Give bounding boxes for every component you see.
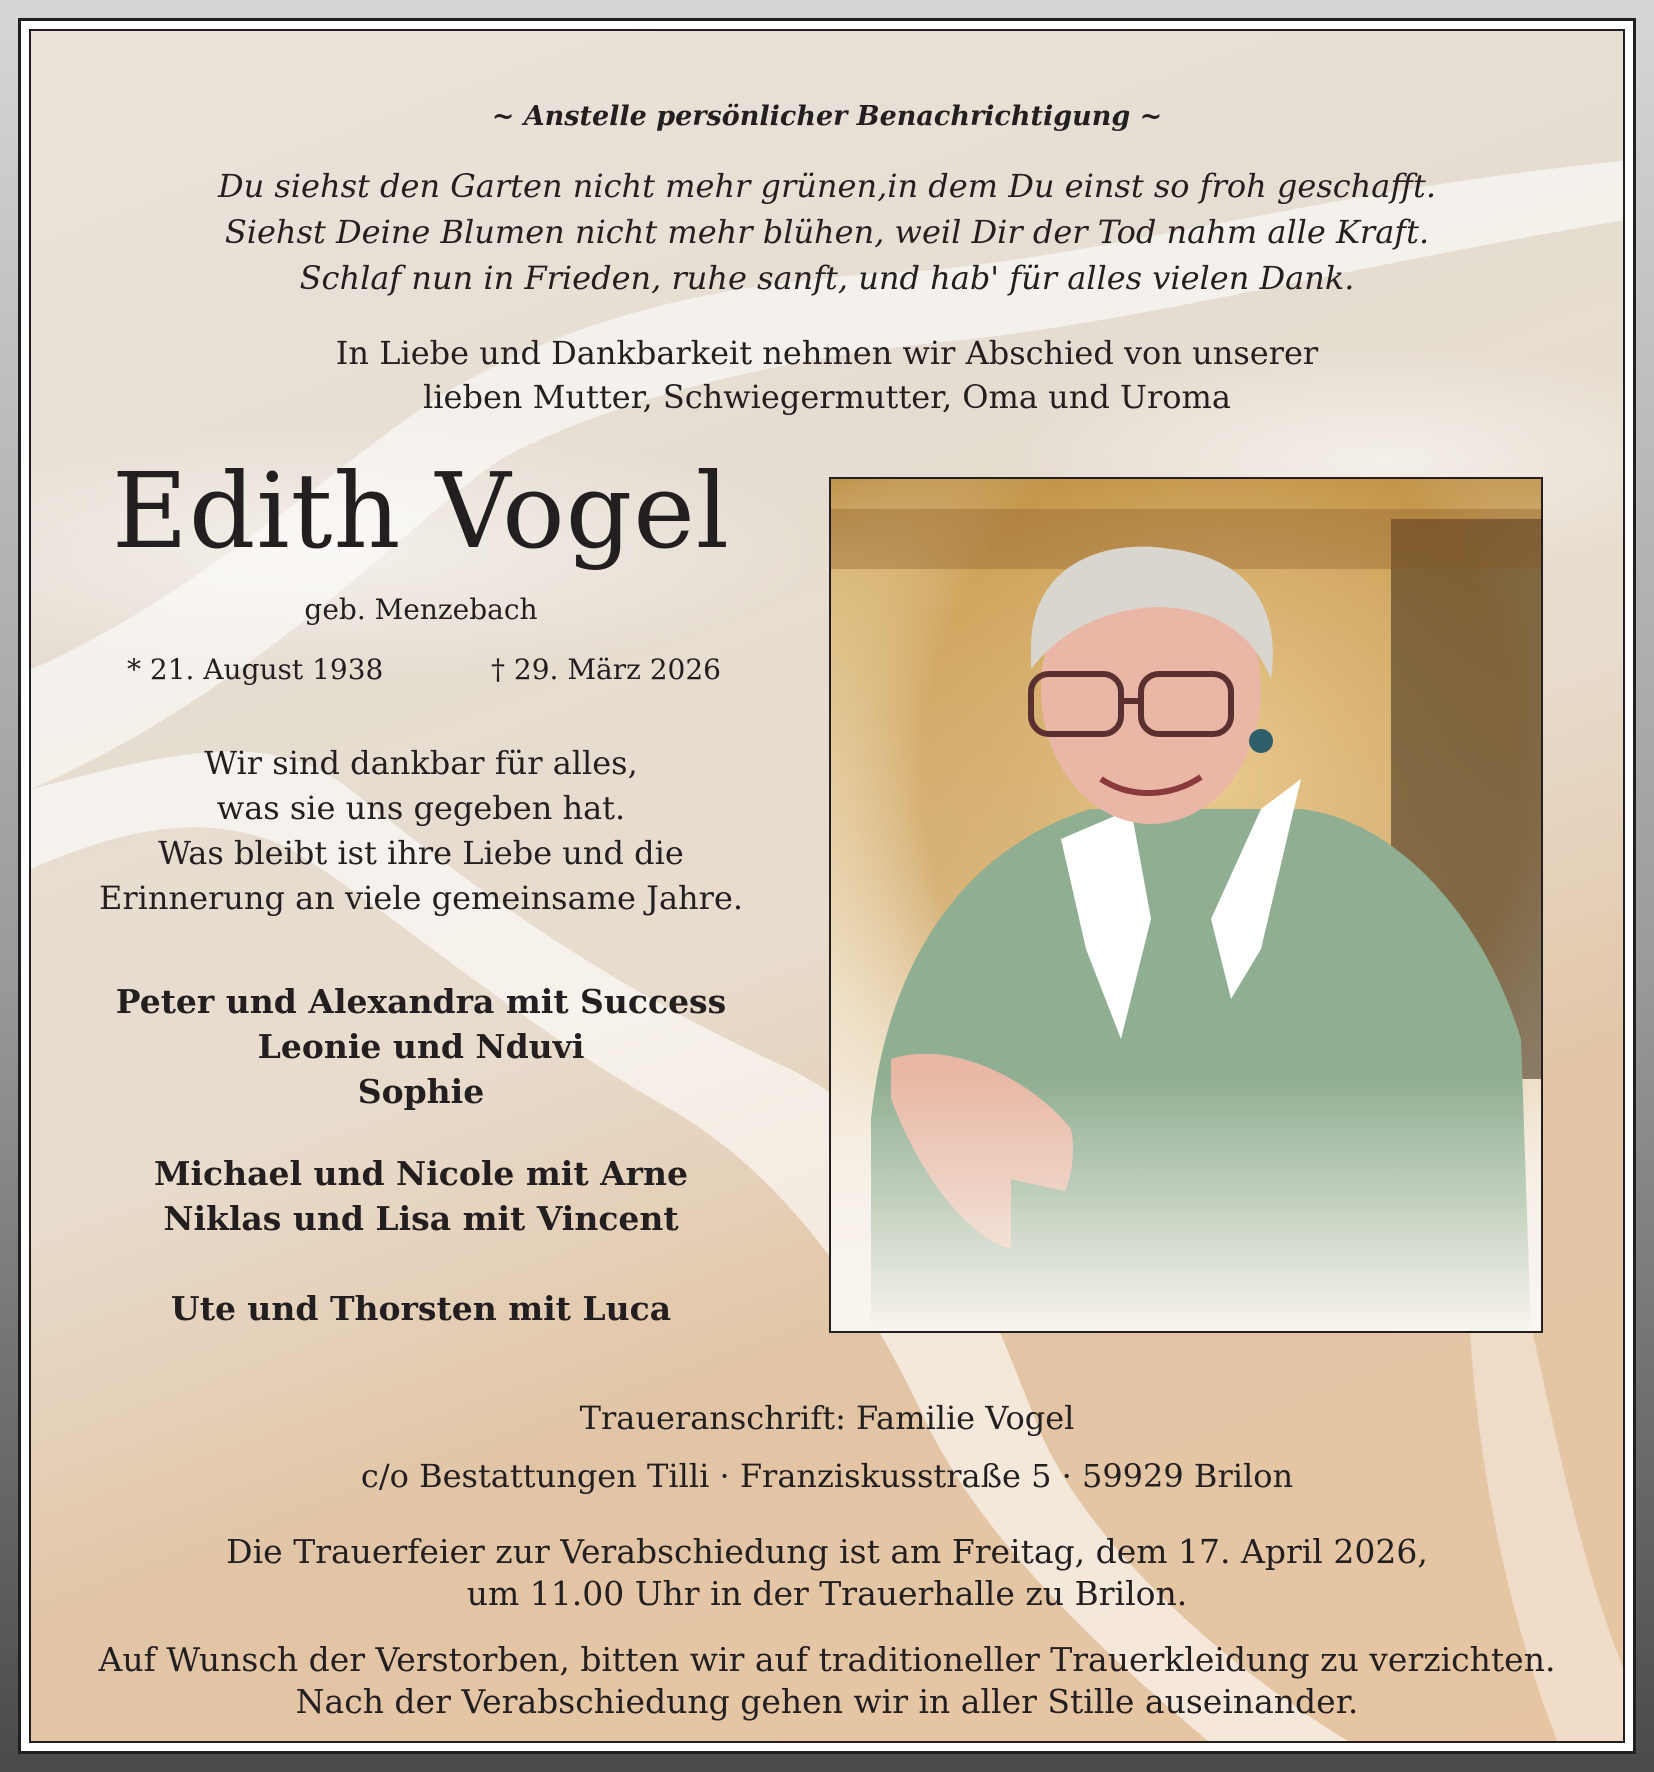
poem-line: Schlaf nun in Frieden, ruhe sanft, und hab' für alles vielen Dank. bbox=[299, 259, 1355, 297]
birth-date: * 21. August 1938 bbox=[127, 653, 384, 686]
wish-line: Nach der Verabschiedung gehen wir in aller Stille auseinander. bbox=[295, 1682, 1359, 1721]
ceremony-line: Die Trauerfeier zur Verabschiedung ist am Freitag, dem 17. April 2026, bbox=[226, 1532, 1428, 1571]
poem-line: Du siehst den Garten nicht mehr grünen,in dem Du einst so froh geschafft. bbox=[217, 167, 1437, 205]
farewell-line: lieben Mutter, Schwiegermutter, Oma und Uroma bbox=[423, 378, 1231, 416]
poem bbox=[31, 163, 1623, 301]
wish-line: Auf Wunsch der Verstorben, bitten wir auf traditioneller Trauerkleidung zu verzichten. bbox=[98, 1640, 1556, 1679]
family-line: Niklas und Lisa mit Vincent bbox=[163, 1199, 679, 1238]
verse bbox=[81, 741, 761, 921]
portrait-illustration bbox=[831, 479, 1541, 1331]
verse-line: Erinnerung an viele gemeinsame Jahre. bbox=[98, 879, 744, 917]
address-line: Traueranschrift: Familie Vogel bbox=[579, 1399, 1075, 1437]
verse-line: Was bleibt ist ihre Liebe und die bbox=[158, 834, 684, 872]
verse-line: Wir sind dankbar für alles, bbox=[204, 744, 638, 782]
farewell-text bbox=[31, 331, 1623, 419]
family-line: Sophie bbox=[357, 1072, 485, 1111]
family-group bbox=[81, 979, 761, 1114]
ceremony-info bbox=[31, 1531, 1623, 1615]
family-line: Ute und Thorsten mit Luca bbox=[170, 1289, 672, 1328]
wish-info bbox=[31, 1639, 1623, 1723]
notice-frame bbox=[18, 18, 1636, 1754]
death-date: † 29. März 2026 bbox=[491, 653, 721, 686]
family-line: Peter und Alexandra mit Success bbox=[115, 982, 727, 1021]
family-line: Michael und Nicole mit Arne bbox=[153, 1154, 689, 1193]
ceremony-line: um 11.00 Uhr in der Trauerhalle zu Brilon. bbox=[466, 1574, 1188, 1613]
address-line: c/o Bestattungen Tilli · Franziskusstraße 5 · 59929 Brilon bbox=[360, 1457, 1294, 1495]
maiden-name: geb. Menzebach bbox=[304, 593, 538, 626]
mourning-address bbox=[31, 1389, 1623, 1505]
poem-line: Siehst Deine Blumen nicht mehr blühen, weil Dir der Tod nahm alle Kraft. bbox=[224, 213, 1430, 251]
farewell-line: In Liebe und Dankbarkeit nehmen wir Abschied von unserer bbox=[335, 334, 1319, 372]
intro-line: ~ Anstelle persönlicher Benachrichtigung ~ bbox=[491, 101, 1163, 132]
family-group bbox=[81, 1151, 761, 1241]
verse-line: was sie uns gegeben hat. bbox=[216, 789, 626, 827]
family-group bbox=[81, 1286, 761, 1331]
family-line: Leonie und Nduvi bbox=[257, 1027, 585, 1066]
notice-panel bbox=[29, 29, 1625, 1743]
portrait-photo bbox=[829, 477, 1543, 1333]
deceased-name: Edith Vogel bbox=[111, 450, 731, 572]
